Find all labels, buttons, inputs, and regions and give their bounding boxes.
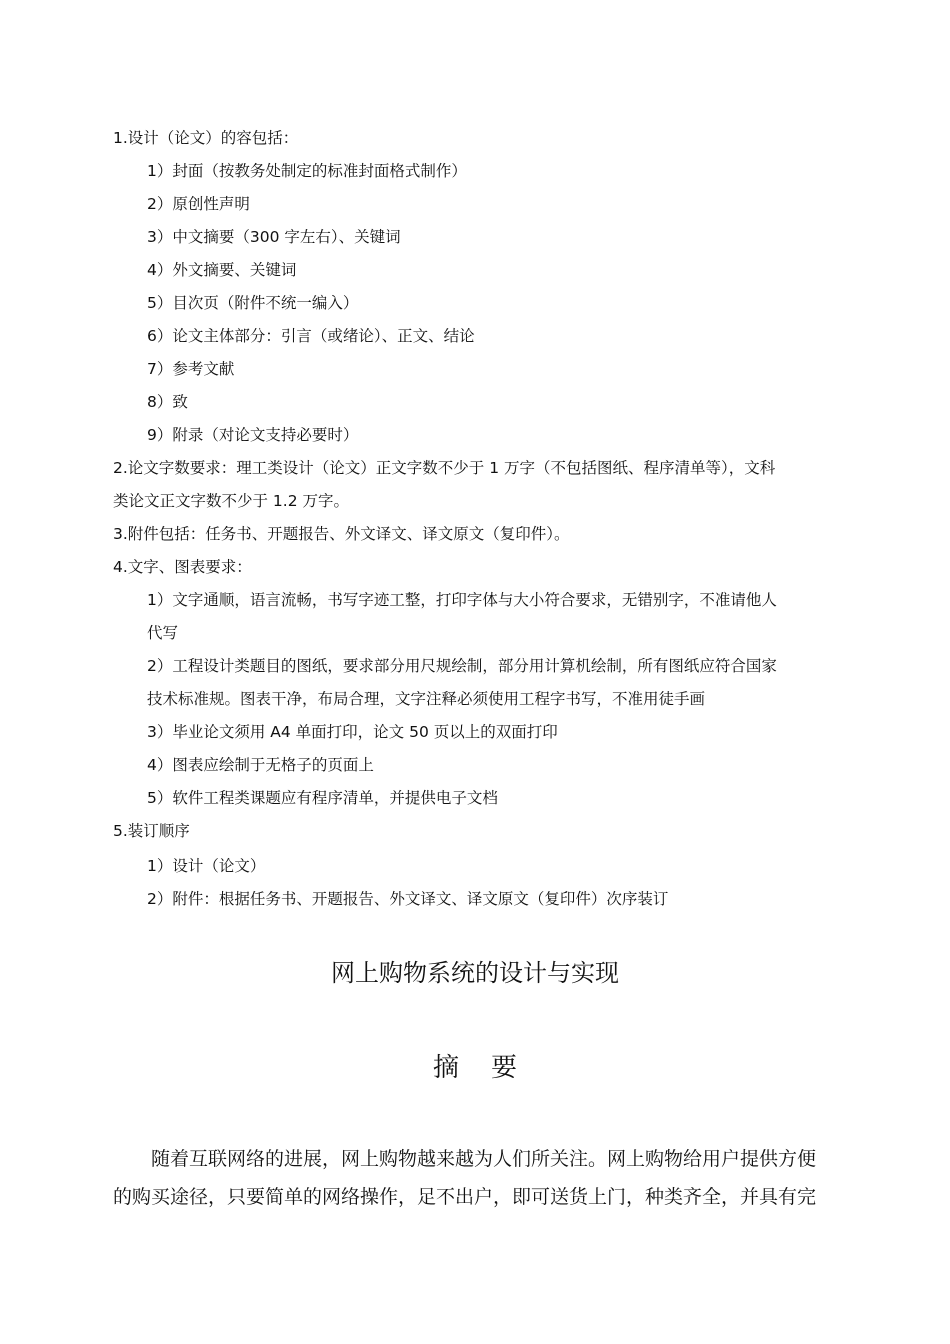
- req-4-sub-1-line-1: 1）文字通顺，语言流畅，书写字迹工整，打印字体与大小符合要求，无错别字，不准请他人: [147, 591, 777, 609]
- req-1-sub-3: 3）中文摘要（300 字左右）、关键词: [147, 228, 401, 246]
- req-2-line-2: 类论文正文字数不少于 1.2 万字。: [113, 492, 350, 510]
- req-4-sub-2-line-1: 2）工程设计类题目的图纸，要求部分用尺规绘制，部分用计算机绘制，所有图纸应符合国家: [147, 657, 777, 675]
- req-3-line-1: 3.附件包括：任务书、开题报告、外文译文、译文原文（复印件）。: [113, 525, 570, 543]
- req-5-sub-2: 2）附件：根据任务书、开题报告、外文译文、译文原文（复印件）次序装订: [147, 890, 669, 908]
- req-4-sub-2-line-2: 技术标准规。图表干净，布局合理，文字注释必须使用工程字书写，不准用徒手画: [147, 690, 706, 708]
- abstract-line-2: 的购买途径，只要简单的网络操作，足不出户，即可送货上门，种类齐全，并具有完: [113, 1186, 817, 1208]
- req-5-heading: 5.装订顺序: [113, 822, 190, 840]
- req-1-sub-9: 9）附录（对论文支持必要时）: [147, 426, 359, 444]
- req-1-sub-1: 1）封面（按教务处制定的标准封面格式制作）: [147, 162, 467, 180]
- req-1-heading: 1.设计（论文）的容包括：: [113, 129, 299, 147]
- req-1-sub-5: 5）目次页（附件不统一编入）: [147, 294, 359, 312]
- abstract-line-1: 随着互联网络的进展，网上购物越来越为人们所关注。网上购物给用户提供方便: [151, 1148, 817, 1170]
- req-4-sub-4: 4）图表应绘制于无格子的页面上: [147, 756, 374, 774]
- thesis-title: 网上购物系统的设计与实现: [331, 959, 619, 987]
- req-4-sub-1-line-2: 代写: [147, 624, 179, 642]
- req-1-sub-2: 2）原创性声明: [147, 195, 250, 213]
- req-1-sub-7: 7）参考文献: [147, 360, 235, 378]
- req-1-sub-8: 8）致: [147, 393, 188, 411]
- req-1-sub-4: 4）外文摘要、关键词: [147, 261, 297, 279]
- req-1-sub-6: 6）论文主体部分：引言（或绪论）、正文、结论: [147, 327, 475, 345]
- req-4-sub-5: 5）软件工程类课题应有程序清单，并提供电子文档: [147, 789, 498, 807]
- req-5-sub-1: 1）设计（论文）: [147, 857, 266, 875]
- req-4-sub-3: 3）毕业论文须用 A4 单面打印，论文 50 页以上的双面打印: [147, 723, 558, 741]
- abstract-heading-char-2: 要: [491, 1053, 518, 1083]
- req-2-line-1: 2.论文字数要求：理工类设计（论文）正文字数不少于 1 万字（不包括图纸、程序清单等），文科: [113, 459, 776, 477]
- req-4-heading: 4.文字、图表要求：: [113, 558, 252, 576]
- abstract-heading-char-1: 摘: [432, 1053, 459, 1083]
- abstract-heading: [0, 1052, 950, 1084]
